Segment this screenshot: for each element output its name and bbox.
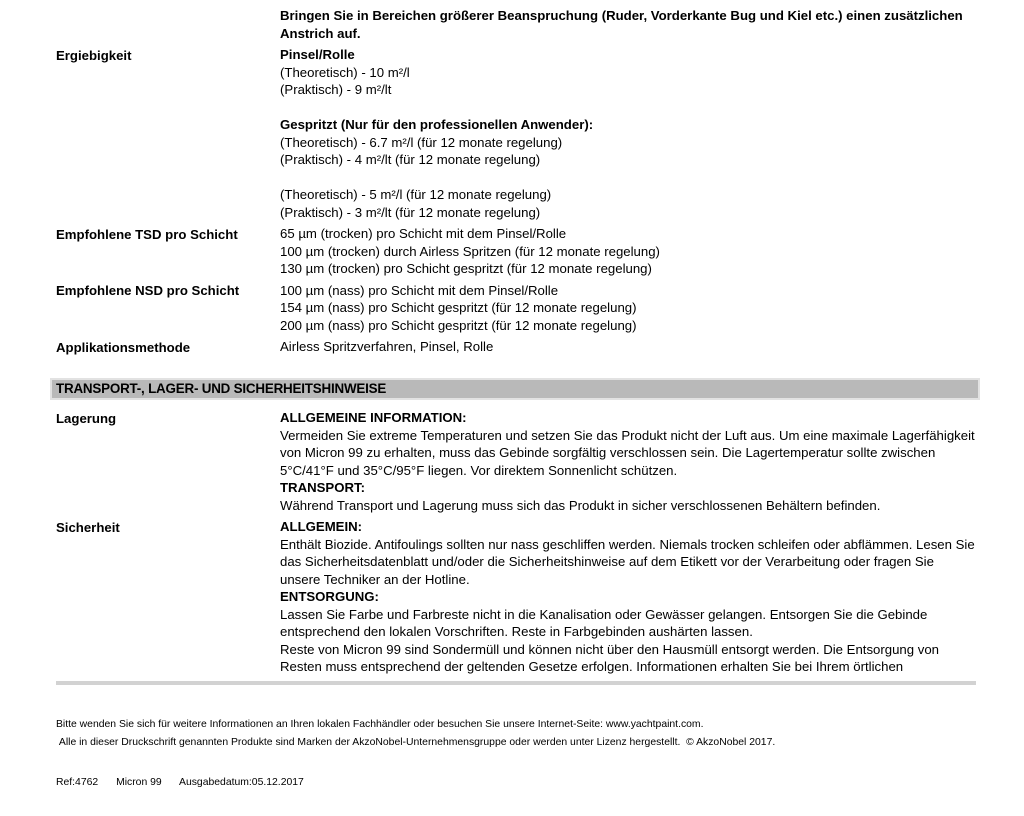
- footer: [56, 716, 977, 788]
- content-line: (Praktisch) - 3 m²/lt (für 12 monate regelung): [280, 204, 541, 220]
- content-heading: Pinsel/Rolle: [280, 47, 355, 62]
- footer-trademark-line: Alle in dieser Druckschrift genannten Produkte sind Marken der AkzoNobel-Unternehmensgruppe oder werden unter Lizenz hergestellt. © AkzoNobel 2017.: [56, 736, 776, 748]
- footer-product: Micron 99: [116, 776, 162, 788]
- content-line: 100 µm (nass) pro Schicht mit dem Pinsel/Rolle: [280, 282, 559, 298]
- spec-table: [56, 7, 977, 356]
- spec-row: [56, 46, 977, 221]
- content-line: Lassen Sie Farbe und Farbreste nicht in die Kanalisation oder Gewässer gelangen. Entsorgen Sie die Gebinde entsprechend den lokalen Vorschriften. Reste in Farbgebinden aushärten lassen.: [280, 606, 928, 639]
- footer-divider: [56, 681, 976, 685]
- content-line: (Theoretisch) - 5 m²/l (für 12 monate regelung): [280, 187, 552, 202]
- safety-row: [56, 518, 977, 676]
- spec-row: [56, 282, 977, 335]
- safety-row: [56, 409, 977, 514]
- safety-table: [56, 409, 977, 676]
- content-heading: ENTSORGUNG:: [280, 589, 379, 604]
- content-line: 65 µm (trocken) pro Schicht mit dem Pinsel/Rolle: [280, 226, 567, 241]
- content-line: 100 µm (trocken) durch Airless Spritzen (für 12 monate regelung): [280, 243, 660, 259]
- row-label: Empfohlene NSD pro Schicht: [56, 283, 240, 298]
- content-line: (Praktisch) - 4 m²/lt (für 12 monate regelung): [280, 152, 541, 167]
- section-header-transport: [50, 378, 980, 400]
- content-line: (Praktisch) - 9 m²/lt: [280, 82, 392, 97]
- content-spacer: [280, 169, 977, 187]
- row-label: Lagerung: [56, 410, 117, 426]
- footer-issue-date: Ausgabedatum:05.12.2017: [179, 776, 304, 788]
- spec-row: [56, 338, 977, 356]
- content-line: Enthält Biozide. Antifoulings sollten nur nass geschliffen werden. Niemals trocken schleifen oder abflämmen. Lesen Sie das Sicherheitsdatenblatt und/oder die Sicherheitshinweise auf dem Etikett vor der Verarbeitung oder fragen Sie unsere Techniker an der Hotline.: [280, 536, 975, 587]
- row-label: Empfohlene TSD pro Schicht: [56, 226, 238, 242]
- content-line: (Theoretisch) - 10 m²/l: [280, 64, 410, 80]
- content-heading: Bringen Sie in Bereichen größerer Beanspruchung (Ruder, Vorderkante Bug und Kiel etc.) einen zusätzlichen Anstrich auf.: [280, 8, 963, 41]
- content-heading: ALLGEMEIN:: [280, 519, 363, 534]
- spec-row: [56, 225, 977, 278]
- content-heading: Gespritzt (Nur für den professionellen Anwender):: [280, 117, 594, 132]
- footer-ref-line: [56, 777, 977, 788]
- row-content: [280, 338, 977, 356]
- content-line: Während Transport und Lagerung muss sich das Produkt in sicher verschlossenen Behältern befinden.: [280, 497, 881, 513]
- row-content: [280, 225, 977, 278]
- content-line: Reste von Micron 99 sind Sondermüll und können nicht über den Hausmüll entsorgt werden. Die Entsorgung von Resten muss entsprechend der geltenden Gesetze erfolgen. Informationen erhalten Sie bei Ihrem örtlichen: [280, 641, 940, 674]
- row-content: [280, 518, 977, 676]
- content-line: Airless Spritzverfahren, Pinsel, Rolle: [280, 339, 494, 354]
- content-spacer: [280, 99, 977, 117]
- row-content: [280, 7, 977, 42]
- row-label: Sicherheit: [56, 519, 120, 535]
- content-line: (Theoretisch) - 6.7 m²/l (für 12 monate regelung): [280, 134, 563, 150]
- row-content: [280, 409, 977, 514]
- row-content: [280, 46, 977, 221]
- content-heading: TRANSPORT:: [280, 480, 365, 495]
- footer-ref: Ref:4762: [56, 776, 99, 788]
- section-header-title: TRANSPORT-, LAGER- UND SICHERHEITSHINWEISE: [56, 381, 387, 396]
- content-line: 154 µm (nass) pro Schicht gespritzt (für 12 monate regelung): [280, 300, 637, 315]
- footer-info-line: Bitte wenden Sie sich für weitere Informationen an Ihren lokalen Fachhändler oder besuchen Sie unsere Internet-Seite: www.yachtpaint.com.: [56, 718, 704, 730]
- content-line: 130 µm (trocken) pro Schicht gespritzt (für 12 monate regelung): [280, 261, 652, 276]
- row-label: Ergiebigkeit: [56, 47, 132, 63]
- row-label: Applikationsmethode: [56, 339, 191, 355]
- row-content: [280, 282, 977, 335]
- content-line: 200 µm (nass) pro Schicht gespritzt (für 12 monate regelung): [280, 317, 637, 333]
- spec-row: [56, 7, 977, 42]
- content-line: Vermeiden Sie extreme Temperaturen und setzen Sie das Produkt nicht der Luft aus. Um eine maximale Lagerfähigkeit von Micron 99 zu erhalten, muss das Gebinde sorgfältig verschlossen sein. Die Lagertemperatur sollte zwischen 5°C/41°F und 35°C/95°F liegen. Vor direktem Sonnenlicht schützen.: [280, 427, 975, 478]
- content-heading: ALLGEMEINE INFORMATION:: [280, 410, 467, 425]
- row-label: [56, 7, 280, 42]
